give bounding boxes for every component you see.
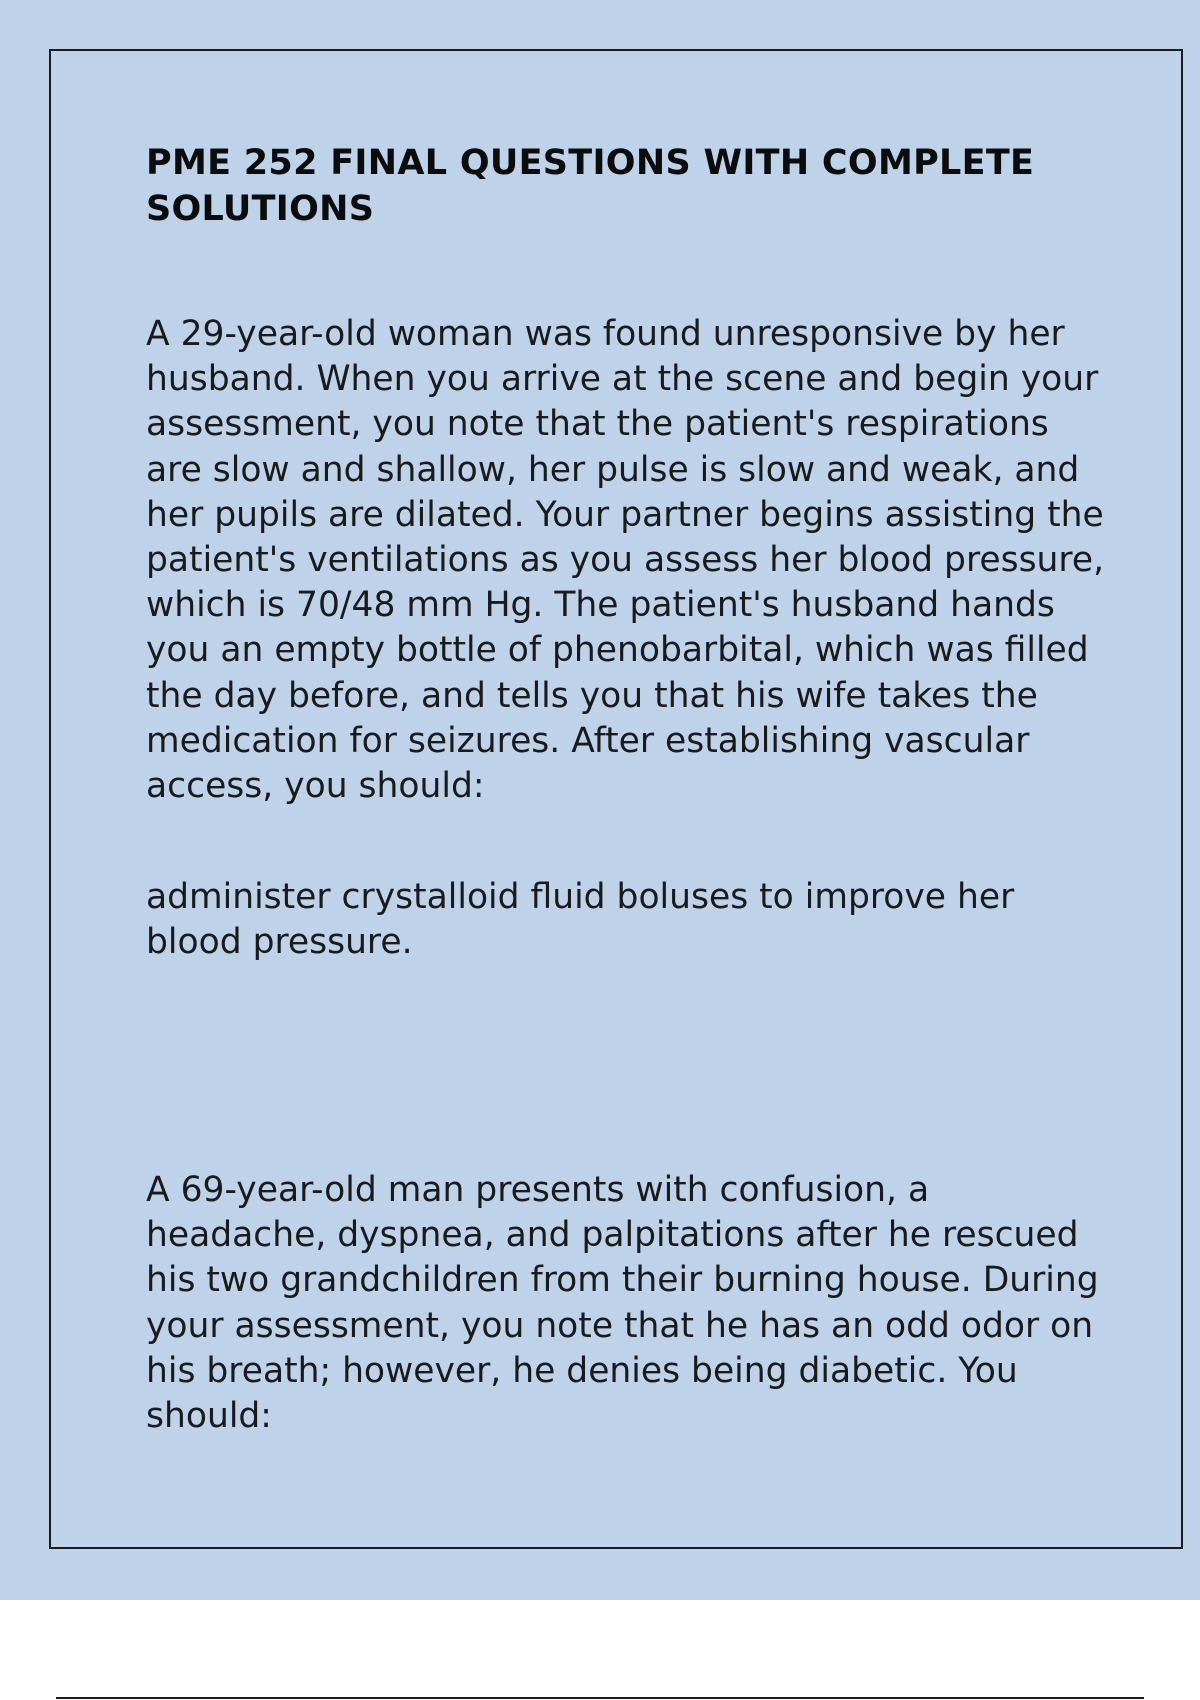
question-1-text: A 29-year-old woman was found unresponsive by her husband. When you arrive at the scene and begin your assessment, you note that the patient's respirations are slow and shallow, her pulse is slow and weak, and her pupils are dilated. Your partner begins assisting the patient's ventilations as you assess her blood pressure, which is 70/48 mm Hg. The patient's husband hands you an empty bottle of phenobarbital, which was filled the day before, and tells you that his wife takes the medication for seizures. After establishing vascular access, you should:: [146, 314, 1105, 807]
footer-divider: [56, 1697, 1144, 1699]
question-2-text: A 69-year-old man presents with confusion, a headache, dyspnea, and palpitations after he rescued his two grandchildren from their burning house. During your assessment, you note that he has an odd odor on his breath; however, he denies being diabetic. You should:: [146, 1170, 1099, 1437]
document-title: PME 252 FINAL QUESTIONS WITH COMPLETE SOLUTIONS: [146, 143, 1035, 229]
answer-1-text: administer crystalloid fluid boluses to improve her blood pressure.: [146, 877, 1015, 963]
